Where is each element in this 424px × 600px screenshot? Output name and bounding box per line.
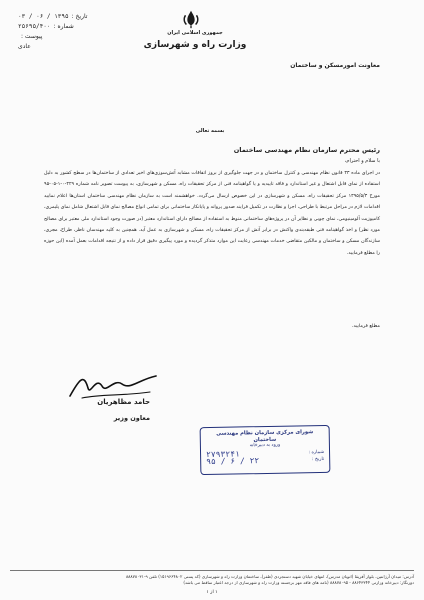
date-value: ۱۳۹۵ / ۰۶ / ۰۳ xyxy=(18,13,69,20)
signatory-name: حامد مظاهریان xyxy=(97,398,150,406)
footer-address: آدرس: میدان آرژانتین، بلوار آفریقا (اتوبان مدرس)، انتهای خیابان شهید دستجردی (ظفر)، ساختمان وزارت راه و شهرسازی (کد پستی ۱۵۱۹۶۶۴۸۰۲) تلفن ۹-۸۸۸۷۸۰۳۱ xyxy=(125,574,414,579)
number-value: ۲۵۶۹۵/۴۰۰ xyxy=(18,23,51,30)
footer xyxy=(10,574,414,586)
body-paragraph: در اجرای ماده ۳۳ قانون نظام مهندسی و کنترل ساختمان و در جهت جلوگیری از بروز اتفاقات مشابه آتش‌سوزی‌های اخیر تعدادی از ساختمان‌ها در سطح کشور به دلیل استفاده از نمای قابل اشتعال و غیر استاندارد و فاقد تاییدیه و یا گواهینامه فنی از مرکز تحقیقات راه، مسکن و شهرسازی، به پیوست تصویر نامه شماره ۴۲۹-۰-۱-۰۵-۹۵ مورخ ۱۳۹۵/۵/۳ مرکز تحقیقات راه، مسکن و شهرسازی در این خصوص ارسال می‌گردد. خواهشمند است به سازمان نظام مهندسی ساختمان استان‌ها اعلام نمایید اقدامات لازم در مراحل مرتبط با طراحی، اجرا و نظارت در تکمیل فرایند صدور پروانه و پایانکار ساختمانی برای تمامی انواع مصالح نمای قابل اشتعال شامل نمای پلیمری، کامپوزیت آلومینیومی، نمای چوبی و نظایر آن در پروژه‌های ساختمانی منوط به استفاده از مصالح دارای استاندارد معتبر (در صورت وجود استاندارد ملی معتبر برای مصالح مورد نظر) و اخذ گواهینامه فنی طبقه‌بندی واکنش در برابر آتش از مرکز تحقیقات راه، مسکن و شهرسازی به عمل آید. همچنین به کلیه مهندسان ناظر، طراح، مجری، سازندگان مسکن و ساختمان و مالکین متقاضی خدمات مهندسی رعایت این موارد متذکر گردیده و مورد پیگیری دقیق قرار داده و از نتیجه اقدامات بعمل آمده (این حوزه را مطلع فرمایید. xyxy=(44,171,380,256)
emblem-icon xyxy=(180,8,202,30)
ministry-title: وزارت راه و شهرسازی xyxy=(143,40,247,50)
date-row xyxy=(18,12,128,22)
bismillah-heading: بسمه تعالی xyxy=(195,128,225,134)
date-label: تاریخ : xyxy=(71,13,88,20)
stamp-title: شورای مرکزی سازمان نظام مهندسی ساختمان xyxy=(216,429,314,443)
deputy-title: معاونت امورمسکن و ساختمان xyxy=(290,62,380,69)
signatory-title: معاون وزیر xyxy=(113,414,150,422)
letter-meta xyxy=(18,12,128,52)
recipient-line: رئیس محترم سازمان نظام مهندسی ساختمان xyxy=(233,146,380,154)
stamp-date-value: ۲۲ / ۶ / ۹۵ xyxy=(206,456,260,467)
attachment-label: پیوست : xyxy=(21,33,43,40)
closing-line: مطلع فرمایید. xyxy=(352,324,380,329)
footer-contact: دورنگار: دبیرخانه وزارتی ۸۸۶۴۳۳۴۴ - ۸۸۸۷۸۰۹۵ (نامه های فاقد مهر برجسته وزارت راه و شهرسازی از درجه اعتبار ساقط می باشد) xyxy=(183,580,414,586)
republic-title: جمهوری اسلامی ایران xyxy=(167,30,223,36)
stamp-date-label: تاریخ : xyxy=(311,456,325,463)
stamp-number-value: ۲۷۹۳۲۴۱ xyxy=(205,448,240,459)
classification-value: عادی xyxy=(18,43,31,50)
receipt-stamp xyxy=(200,425,331,475)
stamp-date-row xyxy=(206,457,324,466)
page-number: ۱ از ۱ xyxy=(206,590,218,595)
classification-row xyxy=(18,42,128,52)
footer-divider xyxy=(10,570,414,571)
number-label: شماره : xyxy=(53,23,74,30)
attachment-row xyxy=(18,32,128,42)
stamp-number-label: شماره : xyxy=(308,449,325,455)
stamp-subtitle: ورود به دبیرخانه xyxy=(249,442,281,449)
greeting-line: با سلام و احترام، xyxy=(344,158,380,164)
letter-body xyxy=(44,168,380,259)
number-row xyxy=(18,22,128,32)
